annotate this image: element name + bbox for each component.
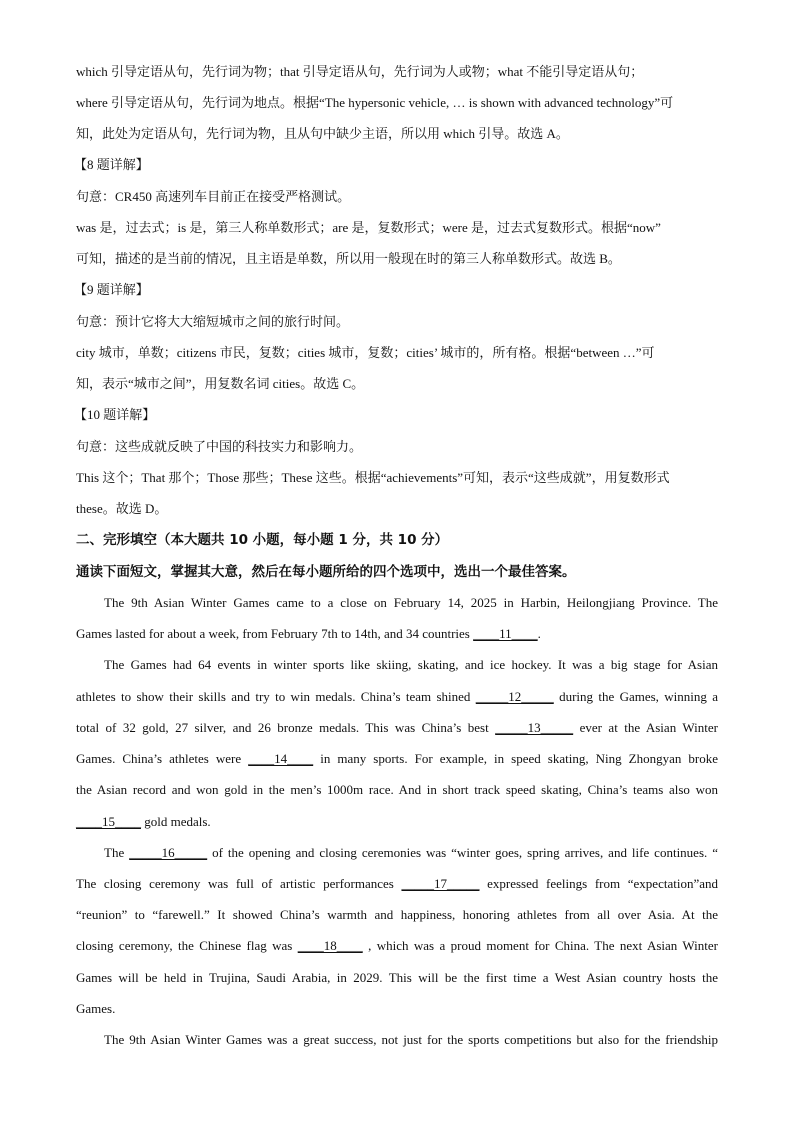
q10-heading: 【10 题详解】 (74, 407, 156, 422)
passage-line: Games will be held in Trujina, Saudi Arabia, in 2029. This will be the first time a West Asian country hosts the (76, 970, 718, 985)
blank-15[interactable]: ____15____ (76, 814, 141, 829)
q8-explanation: 可知，描述的是当前的情况，且主语是单数，所以用一般现在时的第三人称单数形式。故选 B。 (76, 251, 621, 266)
passage-line: the Asian record and won gold in the men’s 1000m race. And in short track speed skating, China’s teams also won (76, 782, 718, 797)
blank-12[interactable]: _____12_____ (475, 689, 554, 704)
q8-meaning: 句意：CR450 高速列车目前正在接受严格测试。 (76, 189, 351, 204)
passage-line: total of 32 gold, 27 silver, and 26 bronze medals. This was China’s best _____13_____ ever at the Asian Winter (76, 720, 718, 735)
q9-explanation: city 城市，单数；citizens 市民，复数；cities 城市，复数；cities’ 城市的，所有格。根据“between …”可 (76, 345, 655, 360)
q10-explanation: This 这个；That 那个；Those 那些；These 这些。根据“achievements”可知，表示“这些成就”，用复数形式 (76, 470, 670, 485)
passage-line: The closing ceremony was full of artistic performances _____17_____ expressed feelings from “expectation”and (76, 876, 718, 891)
q10-meaning: 句意：这些成就反映了中国的科技实力和影响力。 (76, 439, 363, 454)
explanation-line: where 引导定语从句，先行词为地点。根据“The hypersonic vehicle, … is shown with advanced technology”可 (76, 95, 674, 110)
explanation-line: which 引导定语从句，先行词为物；that 引导定语从句，先行词为人或物；what 不能引导定语从句； (76, 64, 644, 79)
passage-line: athletes to show their skills and try to win medals. China’s team shined _____12_____ during the Games, winning a (76, 689, 718, 704)
section-title: 二、完形填空（本大题共 10 小题，每小题 1 分，共 10 分） (76, 532, 449, 548)
q9-meaning: 句意：预计它将大大缩短城市之间的旅行时间。 (76, 314, 350, 329)
blank-14[interactable]: ____14____ (248, 751, 314, 766)
blank-18[interactable]: ____18____ (297, 938, 363, 953)
q9-explanation: 知，表示“城市之间”，用复数名词 cities。故选 C。 (76, 376, 365, 391)
passage-line: ____15____ gold medals. (76, 814, 211, 829)
passage-line: “reunion” to “farewell.” It showed China’s warmth and happiness, honoring athletes from all over Asia. At the (76, 907, 718, 922)
passage-line: The Games had 64 events in winter sports like skiing, skating, and ice hockey. It was a big stage for Asian (104, 657, 718, 672)
blank-13[interactable]: _____13_____ (495, 720, 574, 735)
q9-heading: 【9 题详解】 (74, 282, 149, 297)
q8-heading: 【8 题详解】 (74, 157, 149, 172)
blank-16[interactable]: _____16_____ (129, 845, 208, 860)
passage-line: The _____16_____ of the opening and closing ceremonies was “winter goes, spring arrives, and life continues. “ (104, 845, 718, 860)
blank-17[interactable]: _____17_____ (401, 876, 480, 891)
q10-explanation: these。故选 D。 (76, 501, 168, 516)
explanation-line: 知，此处为定语从句，先行词为物，且从句中缺少主语，所以用 which 引导。故选 A。 (76, 126, 569, 141)
section-instruction: 通读下面短文，掌握其大意，然后在每小题所给的四个选项中，选出一个最佳答案。 (76, 564, 576, 580)
passage-line: closing ceremony, the Chinese flag was ____18____ , which was a proud moment for China. The next Asian Winter (76, 938, 718, 953)
passage-line: Games lasted for about a week, from February 7th to 14th, and 34 countries ____11____. (76, 626, 541, 641)
passage-line: The 9th Asian Winter Games came to a close on February 14, 2025 in Harbin, Heilongjiang Province. The (104, 595, 718, 610)
q8-explanation: was 是，过去式；is 是，第三人称单数形式；are 是，复数形式；were 是，过去式复数形式。根据“now” (76, 220, 661, 235)
blank-11[interactable]: ____11____ (473, 626, 538, 641)
passage-line: The 9th Asian Winter Games was a great success, not just for the sports competitions but also for the friendship (104, 1032, 718, 1047)
passage-line: Games. (76, 1001, 116, 1016)
passage-line: Games. China’s athletes were ____14____ in many sports. For example, in speed skating, Ning Zhongyan broke (76, 751, 718, 766)
